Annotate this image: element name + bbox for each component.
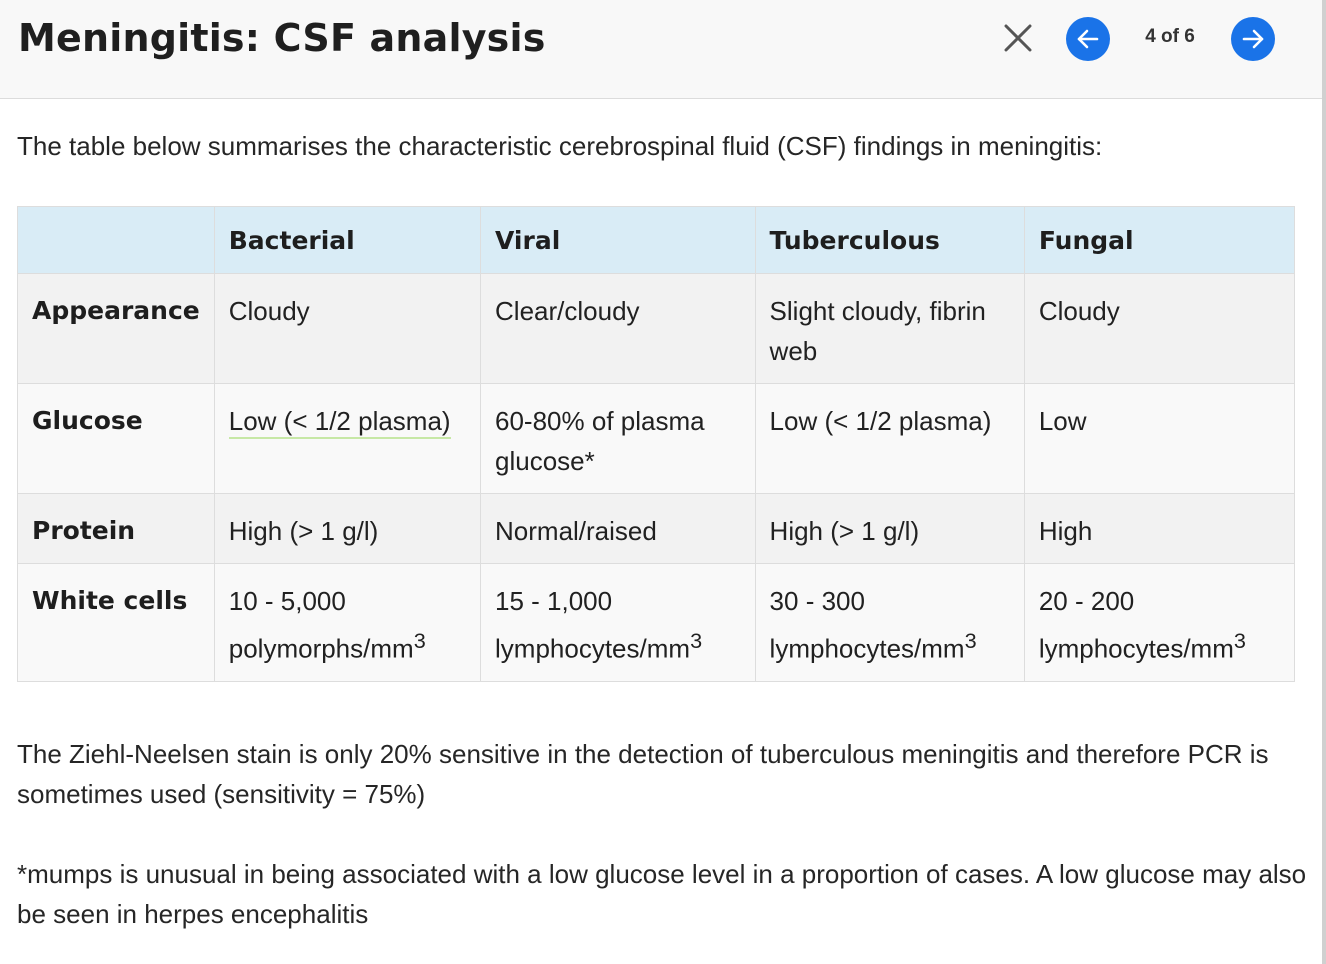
- table-cell: Cloudy: [1024, 274, 1294, 384]
- header-cell-bacterial: Bacterial: [214, 207, 480, 274]
- table-header-row: [18, 207, 1295, 274]
- csf-table: [17, 206, 1295, 682]
- header-cell-fungal: Fungal: [1024, 207, 1294, 274]
- row-label-glucose: Glucose: [18, 384, 215, 494]
- scrollbar[interactable]: [1322, 0, 1326, 964]
- table-cell: [755, 564, 1024, 682]
- close-button[interactable]: [998, 18, 1038, 58]
- table-cell: High (> 1 g/l): [755, 494, 1024, 564]
- superscript: 3: [1233, 628, 1246, 653]
- cell-line: 30 - 300: [769, 586, 865, 616]
- next-button[interactable]: [1231, 17, 1275, 61]
- table-cell: Low: [1024, 384, 1294, 494]
- cell-line: lymphocytes/mm: [1038, 633, 1234, 664]
- table-cell: [481, 564, 756, 682]
- arrow-left-icon: [1075, 26, 1101, 52]
- header-cell-viral: Viral: [481, 207, 756, 274]
- close-icon: [1002, 22, 1034, 54]
- page-counter: 4 of 6: [1145, 26, 1195, 47]
- row-label-protein: Protein: [18, 494, 215, 564]
- header-cell-tuberculous: Tuberculous: [755, 207, 1024, 274]
- superscript: 3: [964, 628, 977, 653]
- table-row: [18, 494, 1295, 564]
- note-mumps: *mumps is unusual in being associated with a low glucose level in a proportion of cases. A low glucose may also be seen in herpes encephalitis: [17, 859, 1307, 929]
- superscript: 3: [690, 628, 703, 653]
- header-cell-empty: [18, 207, 215, 274]
- cell-line: 10 - 5,000: [228, 586, 346, 616]
- cell-line: polymorphs/mm: [228, 633, 414, 664]
- cell-line: lymphocytes/mm: [495, 633, 691, 664]
- cell-line: 15 - 1,000: [495, 586, 613, 616]
- table-cell: [214, 564, 480, 682]
- table-cell: Slight cloudy, fibrin web: [755, 274, 1024, 384]
- note-ziehl-neelsen: The Ziehl-Neelsen stain is only 20% sensitive in the detection of tuberculous meningitis and therefore PCR is sometimes used (sensitivity = 75%): [17, 739, 1269, 809]
- modal-header: [0, 0, 1322, 99]
- table-cell: Cloudy: [214, 274, 480, 384]
- intro-text: The table below summarises the characteristic cerebrospinal fluid (CSF) findings in meningitis:: [17, 131, 1103, 161]
- previous-button[interactable]: [1066, 17, 1110, 61]
- table-cell: High: [1024, 494, 1294, 564]
- table-row: [18, 274, 1295, 384]
- arrow-right-icon: [1240, 26, 1266, 52]
- row-label-white-cells: White cells: [18, 564, 215, 682]
- page-title: Meningitis: CSF analysis: [18, 16, 546, 60]
- cell-line: lymphocytes/mm: [769, 633, 965, 664]
- table-cell: 60-80% of plasma glucose*: [481, 384, 756, 494]
- table-cell: [1024, 564, 1294, 682]
- glossary-link[interactable]: Low (< 1/2 plasma): [229, 406, 451, 439]
- table-cell: [214, 384, 480, 494]
- table-cell: Normal/raised: [481, 494, 756, 564]
- table-row: [18, 384, 1295, 494]
- table-cell: Clear/cloudy: [481, 274, 756, 384]
- table-row: [18, 564, 1295, 682]
- superscript: 3: [413, 628, 426, 653]
- table-cell: Low (< 1/2 plasma): [755, 384, 1024, 494]
- row-label-appearance: Appearance: [18, 274, 215, 384]
- cell-line: 20 - 200: [1038, 586, 1135, 616]
- table-cell: High (> 1 g/l): [214, 494, 480, 564]
